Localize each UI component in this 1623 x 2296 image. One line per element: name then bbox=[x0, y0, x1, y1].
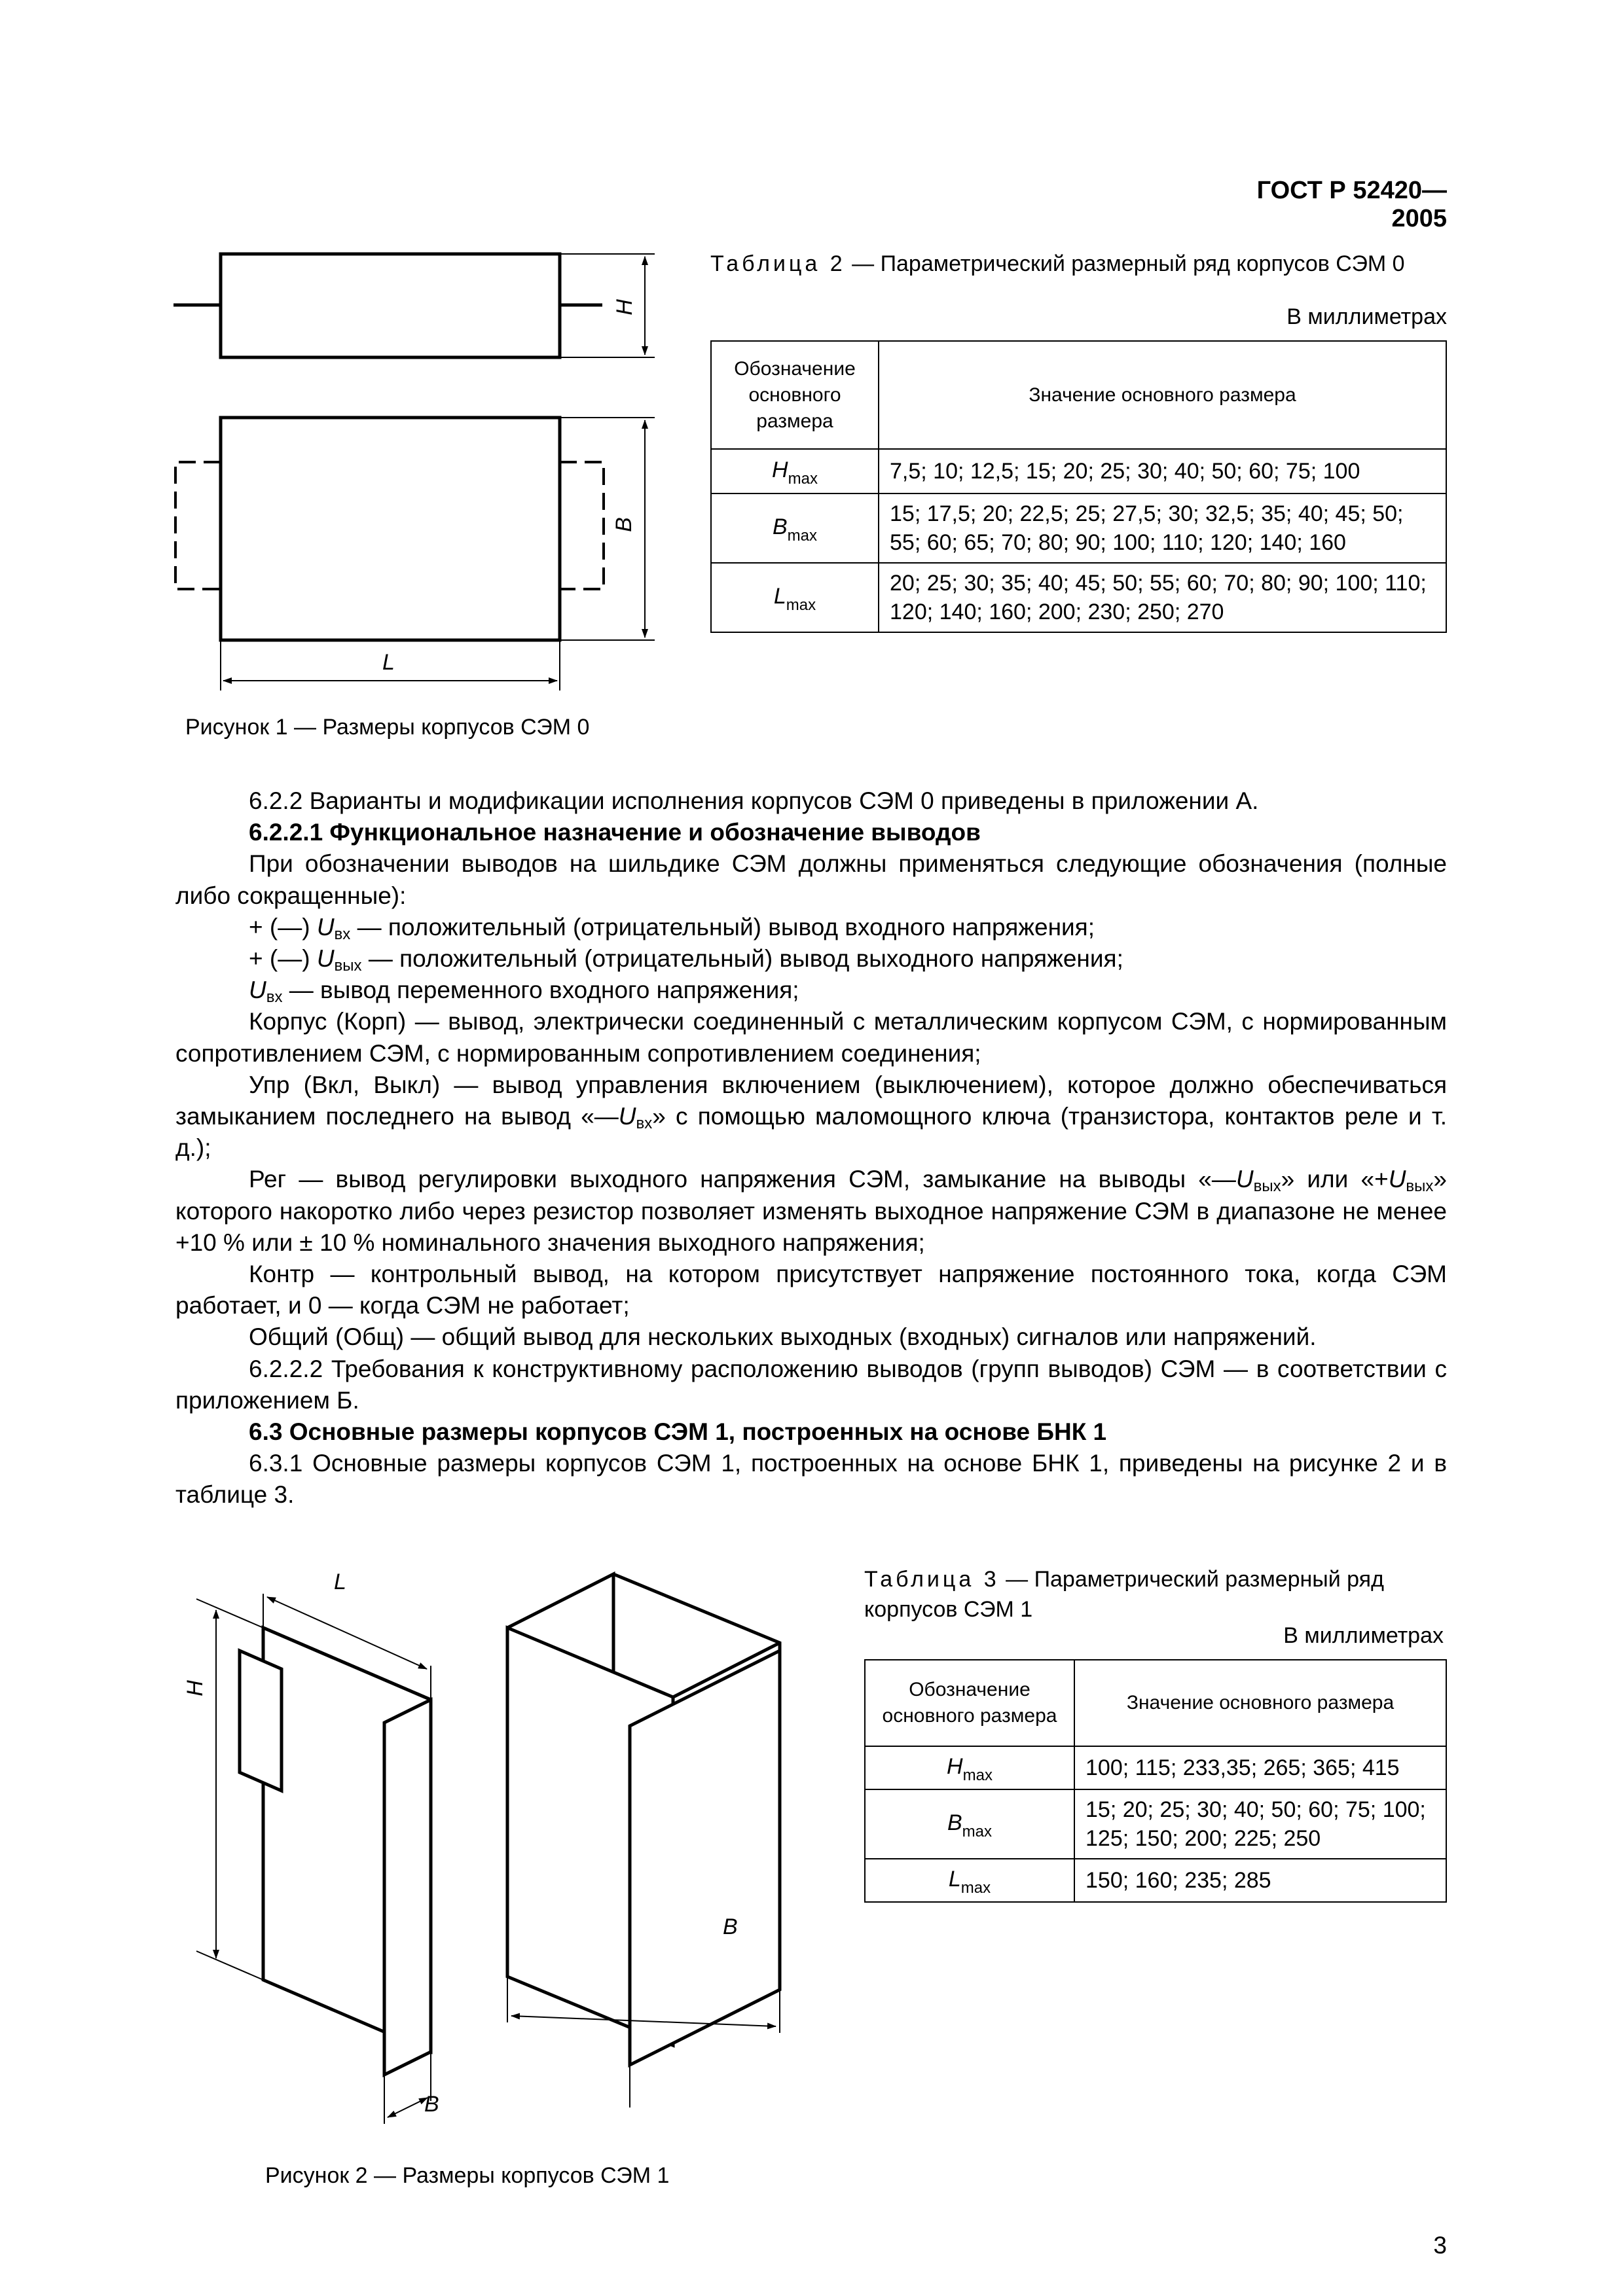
heading-6-3: 6.3 Основные размеры корпусов СЭМ 1, построенных на основе БНК 1 bbox=[249, 1418, 1107, 1446]
para-6-2-2-2: 6.2.2.2 Требования к конструктивному расположению выводов (групп выводов) СЭМ — в соответствии с приложением Б. bbox=[175, 1355, 1447, 1414]
table2-row-hmax-value: 7,5; 10; 12,5; 15; 20; 25; 30; 40; 50; 60; 75; 100 bbox=[879, 449, 1446, 493]
table2-row-lmax-value: 20; 25; 30; 35; 40; 45; 50; 55; 60; 70; 80; 90; 100; 110; 120; 140; 160; 200; 230; 250; 270 bbox=[879, 563, 1446, 632]
page-number: 3 bbox=[1433, 2232, 1447, 2259]
table3-caption bbox=[864, 1564, 1447, 1624]
sem1-left-connector bbox=[240, 1651, 282, 1791]
table2-caption-word: Таблица 2 bbox=[710, 251, 846, 276]
figure2-label-b-right: B bbox=[723, 1914, 738, 1939]
table3-row-lmax-symbol: $L_{max}$ bbox=[865, 1859, 1074, 1902]
figure2-label-b-left: B bbox=[424, 2092, 439, 2117]
figure2-label-l: L bbox=[334, 1570, 346, 1594]
table3-units: В миллиметрах bbox=[1283, 1623, 1444, 1648]
table3-row-bmax-symbol: $B_{max}$ bbox=[865, 1789, 1074, 1859]
para-uac-terminal: $U_{вх}$ — вывод переменного входного напряжения; bbox=[249, 977, 799, 1007]
table2-caption-rest: — Параметрический размерный ряд корпусов СЭМ 0 bbox=[845, 251, 1405, 276]
table2-header-value: Значение основного размера bbox=[879, 341, 1446, 449]
table3-caption-rest: — Параметрический размерный ряд корпусов СЭМ 1 bbox=[864, 1567, 1384, 1622]
para-case-terminal: Корпус (Корп) — вывод, электрически соединенный с металлическим корпусом СЭМ, с нормированным сопротивлением СЭМ, с нормированным сопротивлением соединения; bbox=[175, 1008, 1447, 1067]
para-uout-terminal: + (—) $U_{вых}$ — положительный (отрицательный) вывод выходного напряжения; bbox=[249, 945, 1123, 975]
figure2-caption: Рисунок 2 — Размеры корпусов СЭМ 1 bbox=[265, 2163, 670, 2188]
table3-row-lmax-value: 150; 160; 235; 285 bbox=[1074, 1859, 1446, 1902]
figure2-label-h: H bbox=[182, 1680, 208, 1696]
heading-6-2-2-1: 6.2.2.1 Функциональное назначение и обозначение выводов bbox=[249, 819, 981, 846]
figure1-caption: Рисунок 1 — Размеры корпусов СЭМ 0 bbox=[185, 715, 590, 740]
fig2-dim-b-left-line bbox=[388, 2098, 428, 2117]
para-uin-terminal: + (—) $U_{вх}$ — положительный (отрицательный) вывод входного напряжения; bbox=[249, 913, 1095, 943]
table2-row-bmax-symbol: $B_{max}$ bbox=[711, 493, 879, 563]
figure1-label-b: B bbox=[611, 517, 636, 532]
figure1-label-l: L bbox=[382, 650, 395, 675]
table3-header-designation: Обозначение основного размера bbox=[865, 1660, 1074, 1746]
table2-row-bmax-value: 15; 17,5; 20; 22,5; 25; 27,5; 30; 32,5; 35; 40; 45; 50; 55; 60; 65; 70; 80; 90; 100; 110; 120; 140; 160 bbox=[879, 493, 1446, 563]
table3-row-bmax-value: 15; 20; 25; 30; 40; 50; 60; 75; 100; 125; 150; 200; 225; 250 bbox=[1074, 1789, 1446, 1859]
table3-row-hmax-symbol: $H_{max}$ bbox=[865, 1746, 1074, 1789]
table3-header-value: Значение основного размера bbox=[1074, 1660, 1446, 1746]
table3 bbox=[864, 1659, 1447, 1903]
para-adjust-terminal: Рег — вывод регулировки выходного напряжения СЭМ, замыкание на выводы «$—U_{вых}$» или «$+U_{вых}$» которого накоротко либо через резистор позволяет изменять выходное напряжение СЭМ в диапазоне не менее +10 % или ± 10 % номинального значения выходного напряжения; bbox=[175, 1166, 1447, 1256]
para-control-terminal: Упр (Вкл, Выкл) — вывод управления включением (выключением), которое должно обеспечиваться замыканием последнего на вывод «$—U_{вх}$» с помощью маломощного ключа (транзистора, контактов реле и т. д.); bbox=[175, 1071, 1447, 1162]
table2-units: В миллиметрах bbox=[1286, 304, 1447, 329]
table2-row-lmax-symbol: $L_{max}$ bbox=[711, 563, 879, 632]
document-id: ГОСТ Р 52420—2005 bbox=[1256, 177, 1447, 232]
para-designations-intro: При обозначении выводов на шильдике СЭМ должны применяться следующие обозначения (полные либо сокращенные): bbox=[175, 850, 1447, 909]
table2-row-hmax-symbol: $H_{max}$ bbox=[711, 449, 879, 493]
table3-caption-word: Таблица 3 bbox=[864, 1567, 1000, 1592]
figure1-label-h: H bbox=[611, 299, 637, 315]
table2-header-designation: Обозначение основного размера bbox=[711, 341, 879, 449]
sem1-left-frontplate bbox=[384, 1700, 431, 2075]
table3-row-hmax-value: 100; 115; 233,35; 265; 365; 415 bbox=[1074, 1746, 1446, 1789]
para-6-2-2: 6.2.2 Варианты и модификации исполнения корпусов СЭМ 0 приведены в приложении А. bbox=[249, 787, 1259, 814]
para-6-3-1: 6.3.1 Основные размеры корпусов СЭМ 1, построенных на основе БНК 1, приведены на рисунке 2 и в таблице 3. bbox=[175, 1450, 1447, 1509]
para-monitor-terminal: Контр — контрольный вывод, на котором присутствует напряжение постоянного тока, когда СЭМ работает, и 0 — когда СЭМ не работает; bbox=[175, 1261, 1447, 1319]
para-common-terminal: Общий (Общ) — общий вывод для нескольких выходных (входных) сигналов или напряжений. bbox=[249, 1323, 1317, 1351]
